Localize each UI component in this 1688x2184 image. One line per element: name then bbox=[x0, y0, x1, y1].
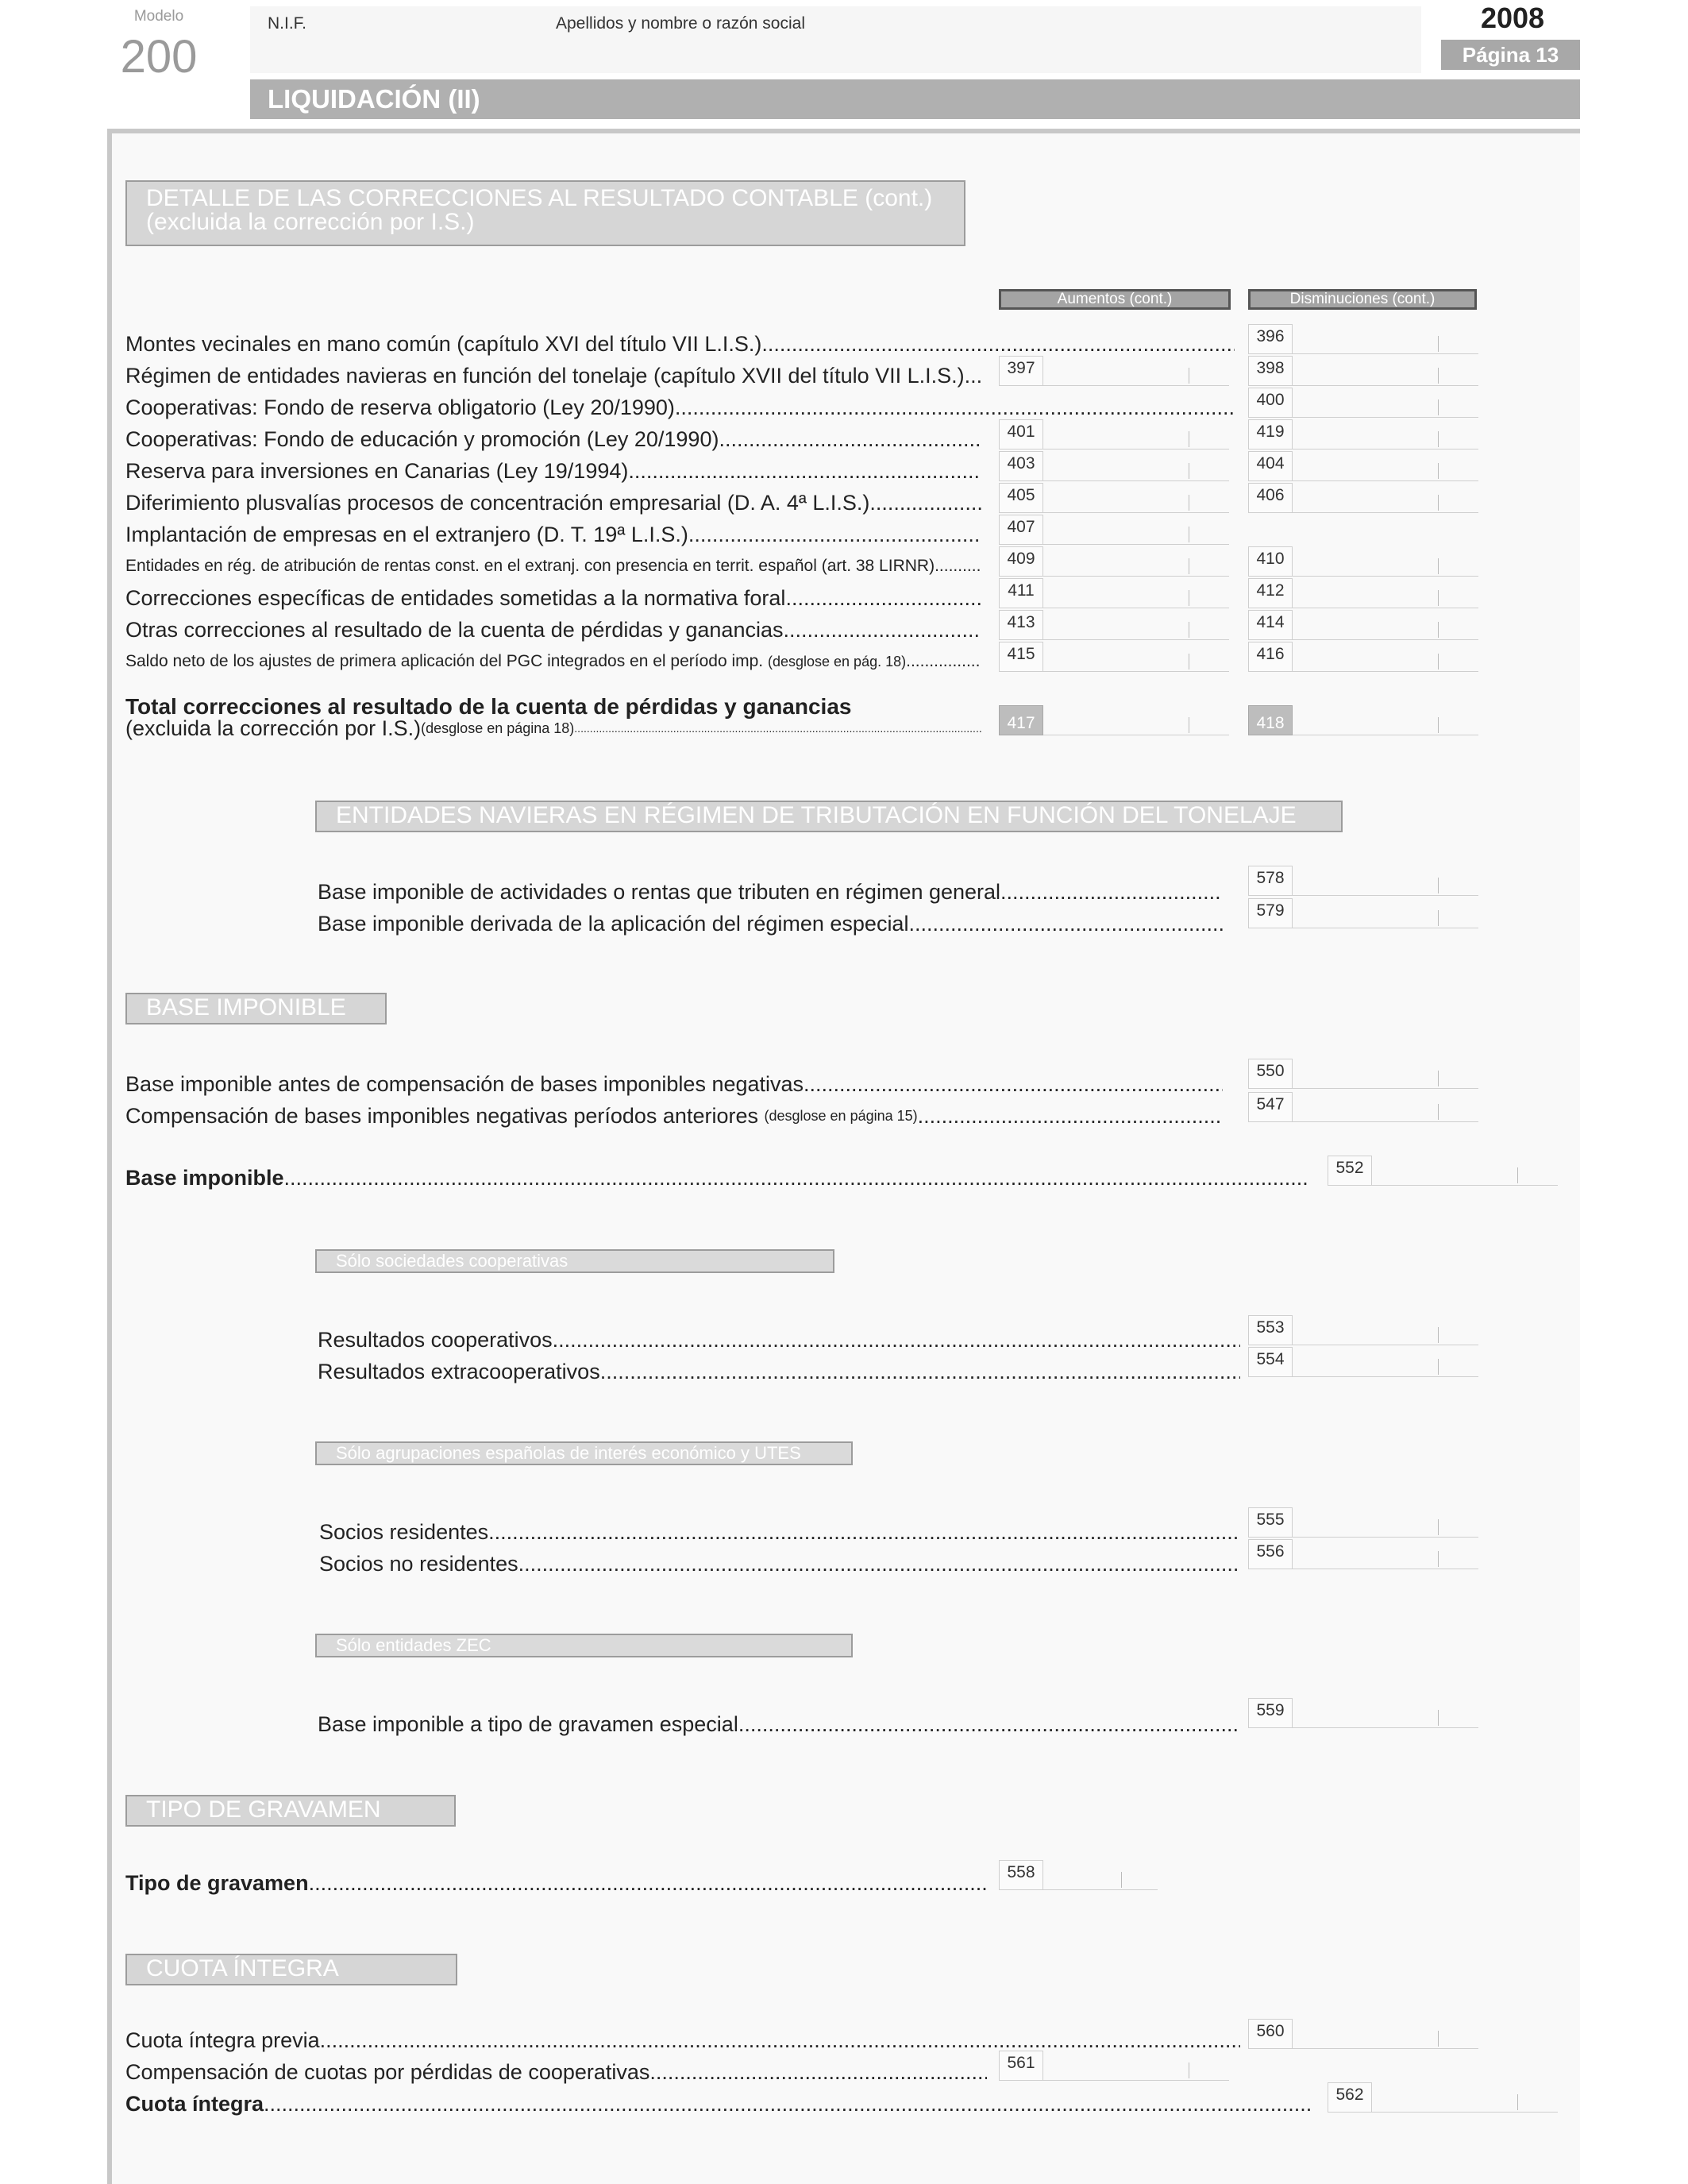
field-code: 396 bbox=[1248, 324, 1293, 354]
field-579[interactable] bbox=[1248, 898, 1478, 928]
decimal-tick bbox=[1438, 910, 1439, 926]
field-419[interactable] bbox=[1248, 419, 1478, 450]
field-code: 413 bbox=[999, 610, 1043, 640]
field-code: 398 bbox=[1248, 356, 1293, 386]
leader-dots bbox=[785, 585, 981, 612]
leader-dots bbox=[518, 1550, 1240, 1577]
decimal-tick bbox=[1438, 558, 1439, 574]
field-397[interactable] bbox=[999, 356, 1229, 386]
leader-dots bbox=[738, 1711, 1240, 1738]
leader-dots bbox=[906, 648, 981, 675]
field-code: 552 bbox=[1328, 1156, 1372, 1186]
field-code: 554 bbox=[1248, 1347, 1293, 1377]
detalle-row-montes bbox=[125, 327, 1235, 357]
detalle-row-fondo-reserva bbox=[125, 391, 1235, 421]
leader-dots bbox=[761, 330, 1235, 357]
field-562[interactable] bbox=[1328, 2082, 1558, 2113]
field-code: 547 bbox=[1248, 1092, 1293, 1122]
field-code: 553 bbox=[1248, 1315, 1293, 1345]
cuota-row-compensacion-cooperativas bbox=[125, 2055, 987, 2086]
header-identification-box bbox=[250, 6, 1421, 73]
field-414[interactable] bbox=[1248, 610, 1478, 640]
field-code: 415 bbox=[999, 642, 1043, 672]
field-code: 406 bbox=[1248, 483, 1293, 513]
nif-label: N.I.F. bbox=[268, 14, 307, 33]
row-label: Cuota íntegra bbox=[125, 2092, 264, 2116]
cooperativas-row-extracooperativos bbox=[318, 1355, 1240, 1385]
field-411[interactable] bbox=[999, 578, 1229, 608]
cuota-integra-section-title: CUOTA ÍNTEGRA bbox=[125, 1954, 457, 1985]
base-imponible-section-title: BASE IMPONIBLE bbox=[125, 993, 387, 1024]
row-label: Correcciones específicas de entidades sometidas a la normativa foral bbox=[125, 586, 786, 610]
decimal-tick bbox=[1517, 2094, 1518, 2110]
field-415[interactable] bbox=[999, 642, 1229, 672]
detalle-row-atribucion-rentas bbox=[125, 550, 981, 580]
total-correcciones-line1: Total correcciones al resultado de la cuenta de pérdidas y ganancias bbox=[125, 694, 852, 719]
navieras-row-general bbox=[318, 875, 1223, 905]
frame-left-rule bbox=[107, 129, 112, 2184]
field-code: 578 bbox=[1248, 866, 1293, 896]
field-code: 579 bbox=[1248, 898, 1293, 928]
disminuciones-column-header: Disminuciones (cont.) bbox=[1248, 289, 1477, 310]
field-code: 404 bbox=[1248, 451, 1293, 481]
row-label: Base imponible de actividades o rentas que tributen en régimen general bbox=[318, 880, 1001, 904]
row-label: Base imponible a tipo de gravamen especial bbox=[318, 1712, 738, 1736]
agrupaciones-row-no-residentes bbox=[319, 1547, 1240, 1577]
modelo-number: 200 bbox=[120, 31, 198, 83]
field-555[interactable] bbox=[1248, 1507, 1478, 1538]
zec-row-gravamen-especial bbox=[318, 1707, 1240, 1738]
leader-dots bbox=[264, 2090, 1310, 2117]
leader-dots bbox=[675, 394, 1235, 421]
decimal-tick bbox=[1438, 368, 1439, 384]
page-badge: Página 13 bbox=[1441, 40, 1580, 70]
field-409[interactable] bbox=[999, 546, 1229, 577]
field-code: 418 bbox=[1248, 705, 1293, 735]
decimal-tick bbox=[1438, 336, 1439, 352]
decimal-tick bbox=[1438, 2031, 1439, 2047]
modelo-label: Modelo bbox=[133, 8, 184, 25]
field-552[interactable] bbox=[1328, 1156, 1558, 1186]
leader-dots bbox=[600, 1358, 1240, 1385]
field-code: 562 bbox=[1328, 2082, 1372, 2113]
field-code: 400 bbox=[1248, 388, 1293, 418]
row-label: Régimen de entidades navieras en función del tonelaje (capítulo XVII del título VII L.I.S.) bbox=[125, 364, 965, 388]
field-558[interactable] bbox=[999, 1860, 1158, 1890]
decimal-tick bbox=[1438, 1710, 1439, 1726]
field-code: 403 bbox=[999, 451, 1043, 481]
frame-top-rule bbox=[107, 129, 1580, 133]
field-code: 419 bbox=[1248, 419, 1293, 450]
field-554[interactable] bbox=[1248, 1347, 1478, 1377]
leader-dots bbox=[1000, 878, 1223, 905]
cuota-integra-total-row bbox=[125, 2087, 1310, 2117]
field-code: 405 bbox=[999, 483, 1043, 513]
leader-dots bbox=[965, 362, 981, 389]
leader-dots bbox=[284, 1164, 1310, 1191]
detalle-section-title bbox=[125, 180, 965, 246]
field-404[interactable] bbox=[1248, 451, 1478, 481]
field-code: 561 bbox=[999, 2051, 1043, 2081]
field-code: 556 bbox=[1248, 1539, 1293, 1569]
row-label: (excluida la corrección por I.S.) bbox=[125, 716, 422, 740]
field-code: 414 bbox=[1248, 610, 1293, 640]
field-412[interactable] bbox=[1248, 578, 1478, 608]
field-398[interactable] bbox=[1248, 356, 1478, 386]
field-code: 417 bbox=[999, 705, 1043, 735]
field-556[interactable] bbox=[1248, 1539, 1478, 1569]
decimal-tick bbox=[1121, 1872, 1122, 1888]
field-416[interactable] bbox=[1248, 642, 1478, 672]
leader-dots bbox=[574, 715, 981, 742]
detalle-title-line1: DETALLE DE LAS CORRECCIONES AL RESULTADO CONTABLE (cont.) bbox=[146, 185, 933, 211]
row-label: Cooperativas: Fondo de reserva obligatorio (Ley 20/1990) bbox=[125, 396, 675, 419]
field-396[interactable] bbox=[1248, 324, 1478, 354]
row-label: Base imponible derivada de la aplicación del régimen especial bbox=[318, 912, 909, 936]
field-code: 558 bbox=[999, 1860, 1043, 1890]
cooperativas-row-cooperativos bbox=[318, 1323, 1240, 1353]
field-417[interactable] bbox=[999, 705, 1229, 735]
leader-dots bbox=[688, 521, 981, 548]
row-note: (desglose en página 18) bbox=[421, 720, 575, 736]
decimal-tick bbox=[1438, 622, 1439, 638]
field-405[interactable] bbox=[999, 483, 1229, 513]
row-label: Socios no residentes bbox=[319, 1552, 518, 1576]
field-559[interactable] bbox=[1248, 1698, 1478, 1728]
field-550[interactable] bbox=[1248, 1059, 1478, 1089]
decimal-tick bbox=[1438, 1327, 1439, 1343]
field-413[interactable] bbox=[999, 610, 1229, 640]
leader-dots bbox=[628, 457, 981, 484]
leader-dots bbox=[908, 910, 1223, 937]
leader-dots bbox=[488, 1518, 1240, 1545]
row-label: Compensación de cuotas por pérdidas de cooperativas bbox=[125, 2060, 650, 2084]
field-578[interactable] bbox=[1248, 866, 1478, 896]
leader-dots bbox=[783, 616, 981, 643]
row-label: Base imponible bbox=[125, 1166, 284, 1190]
base-imponible-total-row bbox=[125, 1161, 1310, 1191]
agrupaciones-row-residentes bbox=[319, 1515, 1240, 1545]
decimal-tick bbox=[1438, 1104, 1439, 1120]
row-label: Cuota íntegra previa bbox=[125, 2028, 320, 2052]
detalle-row-fondo-educacion bbox=[125, 423, 981, 453]
decimal-tick bbox=[1438, 495, 1439, 511]
base-row-compensacion bbox=[125, 1099, 1223, 1129]
row-label: Tipo de gravamen bbox=[125, 1871, 309, 1895]
leader-dots bbox=[804, 1071, 1223, 1098]
row-label: Cooperativas: Fondo de educación y promoción (Ley 20/1990) bbox=[125, 427, 719, 451]
row-label: Resultados extracooperativos bbox=[318, 1360, 600, 1383]
leader-dots bbox=[719, 426, 981, 453]
decimal-tick bbox=[1438, 431, 1439, 447]
section-title: LIQUIDACIÓN (II) bbox=[250, 79, 1580, 119]
field-code: 555 bbox=[1248, 1507, 1293, 1538]
leader-dots bbox=[935, 553, 981, 580]
tipo-gravamen-section-title: TIPO DE GRAVAMEN bbox=[125, 1795, 456, 1827]
field-403[interactable] bbox=[999, 451, 1229, 481]
field-561[interactable] bbox=[999, 2051, 1229, 2081]
detalle-row-navieras bbox=[125, 359, 981, 389]
aumentos-column-header: Aumentos (cont.) bbox=[999, 289, 1231, 310]
detalle-row-foral bbox=[125, 581, 981, 612]
leader-dots bbox=[918, 1102, 1223, 1129]
decimal-tick bbox=[1438, 1519, 1439, 1535]
row-label: Compensación de bases imponibles negativas períodos anteriores bbox=[125, 1104, 758, 1128]
field-407[interactable] bbox=[999, 515, 1229, 545]
leader-dots bbox=[553, 1326, 1240, 1353]
decimal-tick bbox=[1438, 1071, 1439, 1086]
field-code: 416 bbox=[1248, 642, 1293, 672]
row-label: Diferimiento plusvalías procesos de concentración empresarial (D. A. 4ª L.I.S.) bbox=[125, 491, 870, 515]
row-label: Base imponible antes de compensación de bases imponibles negativas bbox=[125, 1072, 804, 1096]
field-560[interactable] bbox=[1248, 2019, 1478, 2049]
row-label: Saldo neto de los ajustes de primera aplicación del PGC integrados en el período imp. bbox=[125, 652, 764, 670]
leader-dots bbox=[649, 2059, 987, 2086]
decimal-tick bbox=[1438, 1359, 1439, 1375]
field-418[interactable] bbox=[1248, 705, 1478, 735]
zec-subsection-title: Sólo entidades ZEC bbox=[315, 1634, 853, 1657]
base-row-antes-compensacion bbox=[125, 1067, 1223, 1098]
decimal-tick bbox=[1438, 717, 1439, 733]
navieras-section-title: ENTIDADES NAVIERAS EN RÉGIMEN DE TRIBUTACIÓN EN FUNCIÓN DEL TONELAJE bbox=[315, 801, 1343, 832]
field-406[interactable] bbox=[1248, 483, 1478, 513]
field-code: 401 bbox=[999, 419, 1043, 450]
cuota-row-previa bbox=[125, 2024, 1240, 2054]
detalle-row-canarias bbox=[125, 454, 981, 484]
field-code: 560 bbox=[1248, 2019, 1293, 2049]
leader-dots bbox=[309, 1870, 987, 1897]
row-note: (desglose en página 15) bbox=[764, 1108, 918, 1124]
total-correcciones-line2 bbox=[125, 712, 981, 742]
field-code: 412 bbox=[1248, 578, 1293, 608]
decimal-tick bbox=[1438, 654, 1439, 669]
row-label: Reserva para inversiones en Canarias (Ley 19/1994) bbox=[125, 459, 629, 483]
decimal-tick bbox=[1438, 878, 1439, 893]
row-label: Entidades en rég. de atribución de rentas const. en el extranj. con presencia en territ. español (art. 38 LIRNR) bbox=[125, 557, 935, 575]
field-code: 559 bbox=[1248, 1698, 1293, 1728]
field-401[interactable] bbox=[999, 419, 1229, 450]
year-label: 2008 bbox=[1480, 2, 1545, 34]
row-label: Otras correcciones al resultado de la cuenta de pérdidas y ganancias bbox=[125, 618, 784, 642]
detalle-title-line2: (excluida la corrección por I.S.) bbox=[146, 209, 475, 235]
row-label: Implantación de empresas en el extranjero (D. T. 19ª L.I.S.) bbox=[125, 523, 688, 546]
field-410[interactable] bbox=[1248, 546, 1478, 577]
detalle-row-saldo-pgc bbox=[125, 645, 981, 675]
detalle-row-otras bbox=[125, 613, 981, 643]
leader-dots bbox=[320, 2027, 1240, 2054]
row-label: Resultados cooperativos bbox=[318, 1328, 553, 1352]
navieras-row-especial bbox=[318, 907, 1223, 937]
field-547[interactable] bbox=[1248, 1092, 1478, 1122]
decimal-tick bbox=[1438, 1551, 1439, 1567]
decimal-tick bbox=[1517, 1167, 1518, 1183]
detalle-row-extranjero bbox=[125, 518, 981, 548]
field-code: 550 bbox=[1248, 1059, 1293, 1089]
field-code: 411 bbox=[999, 578, 1043, 608]
field-code: 410 bbox=[1248, 546, 1293, 577]
field-code: 397 bbox=[999, 356, 1043, 386]
decimal-tick bbox=[1438, 463, 1439, 479]
cooperativas-subsection-title: Sólo sociedades cooperativas bbox=[315, 1249, 834, 1273]
leader-dots bbox=[869, 489, 981, 516]
field-400[interactable] bbox=[1248, 388, 1478, 418]
field-553[interactable] bbox=[1248, 1315, 1478, 1345]
row-label: Montes vecinales en mano común (capítulo XVI del título VII L.I.S.) bbox=[125, 332, 762, 356]
agrupaciones-subsection-title: Sólo agrupaciones españolas de interés económico y UTES bbox=[315, 1441, 853, 1465]
decimal-tick bbox=[1438, 399, 1439, 415]
detalle-row-plusvalias bbox=[125, 486, 981, 516]
name-label: Apellidos y nombre o razón social bbox=[556, 14, 805, 33]
row-note: (desglose en pág. 18) bbox=[767, 654, 907, 669]
field-code: 409 bbox=[999, 546, 1043, 577]
row-label: Socios residentes bbox=[319, 1520, 489, 1544]
field-code: 407 bbox=[999, 515, 1043, 545]
decimal-tick bbox=[1438, 590, 1439, 606]
tipo-gravamen-row bbox=[125, 1866, 987, 1897]
